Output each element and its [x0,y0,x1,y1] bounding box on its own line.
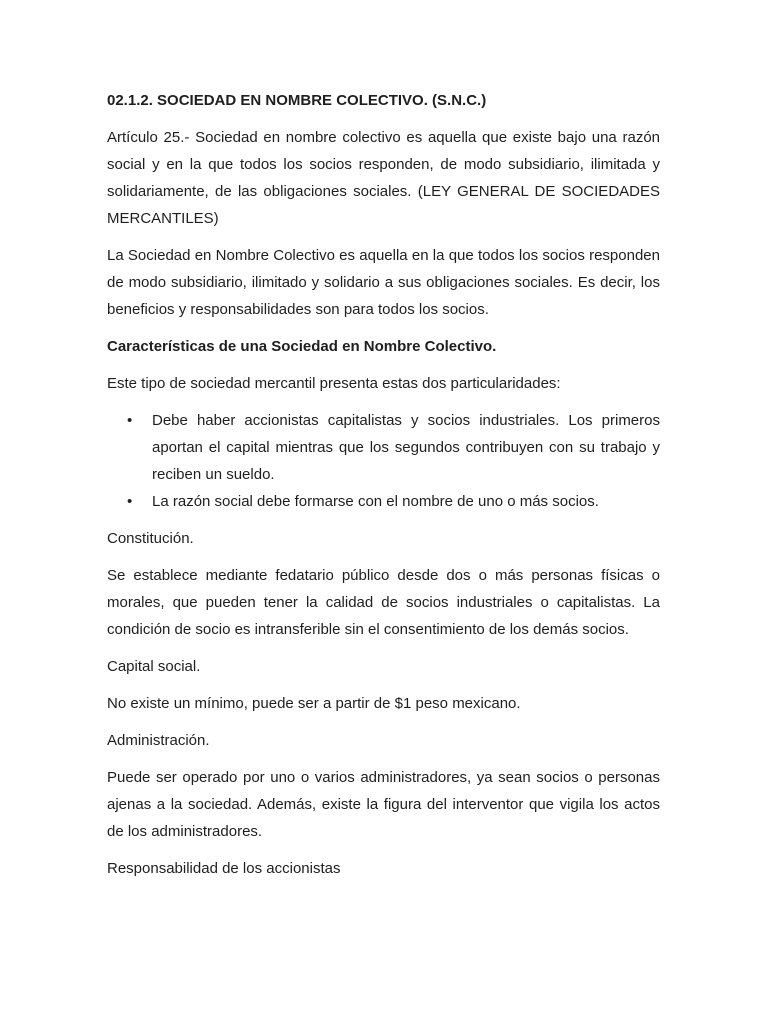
administration-heading: Administración. [107,732,210,749]
list-item [107,488,660,515]
list-item [107,407,660,488]
list-item-text: Debe haber accionistas capitalistas y socios industriales. Los primeros aportan el capital mientras que los segundos contribuyen con su trabajo y reciben un sueldo. [152,412,660,483]
administration-paragraph: Puede ser operado por uno o varios administradores, ya sean socios o personas ajenas a la sociedad. Además, existe la figura del interventor que vigila los actos de los administradores. [107,769,660,840]
definition-paragraph: La Sociedad en Nombre Colectivo es aquella en la que todos los socios responden de modo subsidiario, ilimitado y solidario a sus obligaciones sociales. Es decir, los beneficios y responsabilidades son para todos los socios. [107,247,660,318]
constitution-heading: Constitución. [107,530,194,547]
list-item-text: La razón social debe formarse con el nombre de uno o más socios. [152,493,599,510]
capital-heading: Capital social. [107,658,201,675]
capital-paragraph: No existe un mínimo, puede ser a partir de $1 peso mexicano. [107,695,521,712]
characteristics-intro: Este tipo de sociedad mercantil presenta estas dos particularidades: [107,375,561,392]
bullet-icon: • [127,412,133,429]
responsibility-heading: Responsabilidad de los accionistas [107,860,341,877]
bullet-icon: • [127,493,133,510]
characteristics-list [107,407,660,515]
article-paragraph: Artículo 25.- Sociedad en nombre colectivo es aquella que existe bajo una razón social y en la que todos los socios responden, de modo subsidiario, ilimitada y solidariamente, de las obligaciones sociales. (LEY GENERAL DE SOCIEDADES MERCANTILES) [107,129,660,227]
document-title: 02.1.2. SOCIEDAD EN NOMBRE COLECTIVO. (S.N.C.) [107,92,487,109]
characteristics-heading: Características de una Sociedad en Nombre Colectivo. [107,338,497,355]
constitution-paragraph: Se establece mediante fedatario público desde dos o más personas físicas o morales, que pueden tener la calidad de socios industriales o capitalistas. La condición de socio es intransferible sin el consentimiento de los demás socios. [107,567,660,638]
